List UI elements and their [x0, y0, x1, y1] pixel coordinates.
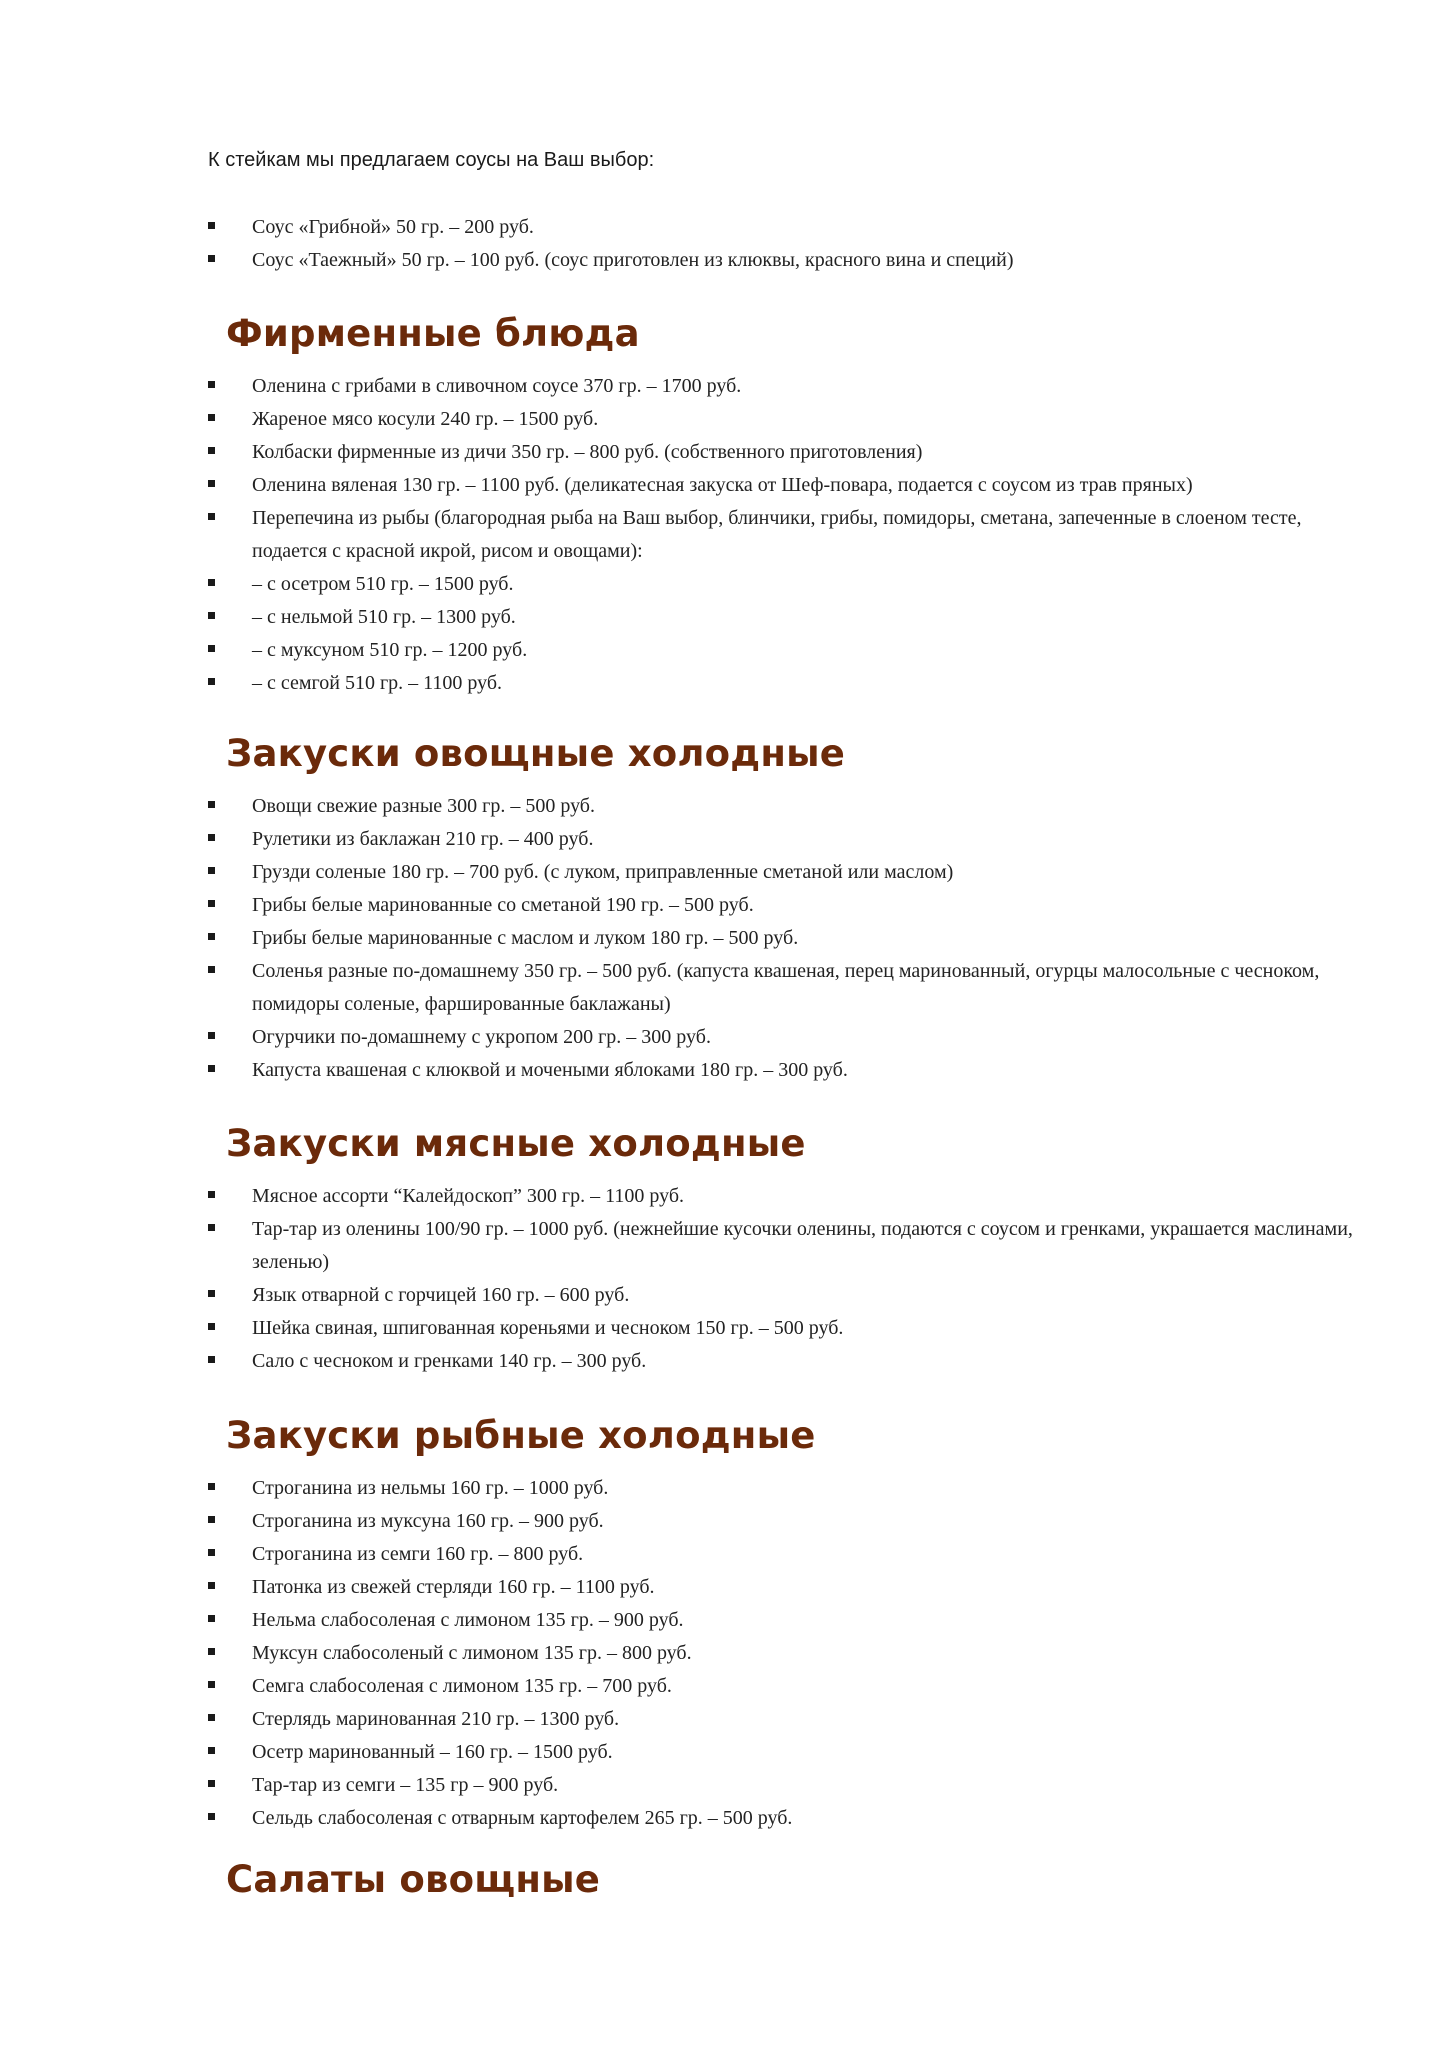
item-text: Рулетики из баклажан 210 гр. – 400 руб.: [252, 828, 594, 850]
section-title-signature: Фирменные блюда: [226, 312, 640, 355]
bullet-icon: [208, 414, 215, 421]
bullet-icon: [208, 612, 215, 619]
section-title-salads-veg: Салаты овощные: [226, 1858, 601, 1901]
list-item: [208, 403, 1368, 436]
section-title-fish-cold: Закуски рыбные холодные: [226, 1414, 816, 1457]
bullet-icon: [208, 513, 215, 520]
item-text: Мясное ассорти “Калейдоскоп” 300 гр. – 1100 руб.: [252, 1185, 685, 1207]
bullet-icon: [208, 447, 215, 454]
list-item: [208, 370, 1368, 403]
item-text: Стерлядь маринованная 210 гр. – 1300 руб.: [252, 1708, 620, 1730]
item-text: Осетр маринованный – 160 гр. – 1500 руб.: [252, 1741, 613, 1763]
list-item: [208, 1802, 1368, 1835]
bullet-icon: [208, 222, 215, 229]
bullet-icon: [208, 1516, 215, 1523]
list-item: [208, 436, 1368, 469]
list-item: [208, 1472, 1368, 1505]
list-item: [208, 790, 1368, 823]
bullet-icon: [208, 1483, 215, 1490]
item-text: Сало с чесноком и гренками 140 гр. – 300 руб.: [252, 1350, 647, 1372]
item-text: Овощи свежие разные 300 гр. – 500 руб.: [252, 795, 595, 817]
list-item: [208, 1345, 1368, 1378]
item-text: Огурчики по-домашнему с укропом 200 гр. – 300 руб.: [252, 1026, 711, 1048]
item-text: – с осетром 510 гр. – 1500 руб.: [252, 573, 514, 595]
list-item: [208, 889, 1368, 922]
signature-list: [208, 370, 1368, 700]
item-text: Сельдь слабосоленая с отварным картофелем 265 гр. – 500 руб.: [252, 1807, 793, 1829]
item-text: Жареное мясо косули 240 гр. – 1500 руб.: [252, 408, 599, 430]
item-text: Соленья разные по-домашнему 350 гр. – 500 руб. (капуста квашеная, перец маринованный, огурцы малосольные с чесноком, помидоры соленые, фаршированные баклажаны): [252, 960, 1320, 1015]
bullet-icon: [208, 480, 215, 487]
list-item: [208, 502, 1368, 568]
item-text: Капуста квашеная с клюквой и мочеными яблоками 180 гр. – 300 руб.: [252, 1059, 848, 1081]
list-item: [208, 1670, 1368, 1703]
list-item: [208, 568, 1368, 601]
item-text: Язык отварной с горчицей 160 гр. – 600 руб.: [252, 1284, 630, 1306]
bullet-icon: [208, 900, 215, 907]
list-item: [208, 1054, 1368, 1087]
bullet-icon: [208, 801, 215, 808]
sauces-list: [208, 211, 1368, 277]
sauces-intro: К стейкам мы предлагаем соусы на Ваш выбор:: [208, 149, 655, 171]
bullet-icon: [208, 381, 215, 388]
bullet-icon: [208, 1549, 215, 1556]
list-item: [208, 1213, 1368, 1279]
bullet-icon: [208, 1356, 215, 1363]
bullet-icon: [208, 678, 215, 685]
item-text: Шейка свиная, шпигованная кореньями и чесноком 150 гр. – 500 руб.: [252, 1317, 844, 1339]
bullet-icon: [208, 834, 215, 841]
item-text: Нельма слабосоленая с лимоном 135 гр. – 900 руб.: [252, 1609, 684, 1631]
list-item: [208, 1021, 1368, 1054]
item-text: Тар-тар из оленины 100/90 гр. – 1000 руб. (нежнейшие кусочки оленины, подаются с соусом и гренками, украшается маслинами, зеленью): [252, 1218, 1353, 1273]
list-item: [208, 469, 1368, 502]
item-text: Грибы белые маринованные со сметаной 190 гр. – 500 руб.: [252, 894, 754, 916]
item-text: Муксун слабосоленый с лимоном 135 гр. – 800 руб.: [252, 1642, 692, 1664]
bullet-icon: [208, 1648, 215, 1655]
bullet-icon: [208, 1224, 215, 1231]
list-item: [208, 1538, 1368, 1571]
list-item: [208, 1312, 1368, 1345]
bullet-icon: [208, 867, 215, 874]
list-item: [208, 1180, 1368, 1213]
meat-cold-list: [208, 1180, 1368, 1378]
list-item: [208, 1571, 1368, 1604]
list-item: [208, 211, 1368, 244]
bullet-icon: [208, 1065, 215, 1072]
list-item: [208, 1736, 1368, 1769]
section-title-veg-cold: Закуски овощные холодные: [226, 732, 846, 775]
item-text: Перепечина из рыбы (благородная рыба на Ваш выбор, блинчики, грибы, помидоры, сметана, запеченные в слоеном тесте, подается с красной икрой, рисом и овощами):: [252, 507, 1302, 562]
list-item: [208, 1703, 1368, 1736]
bullet-icon: [208, 645, 215, 652]
list-item: [208, 1279, 1368, 1312]
list-item: [208, 244, 1368, 277]
item-text: Патонка из свежей стерляди 160 гр. – 1100 руб.: [252, 1576, 655, 1598]
item-text: Грибы белые маринованные с маслом и луком 180 гр. – 500 руб.: [252, 927, 799, 949]
list-item: [208, 601, 1368, 634]
item-text: – с нельмой 510 гр. – 1300 руб.: [252, 606, 516, 628]
item-text: Соус «Таежный» 50 гр. – 100 руб. (соус приготовлен из клюквы, красного вина и специй): [252, 249, 1014, 271]
item-text: Оленина вяленая 130 гр. – 1100 руб. (деликатесная закуска от Шеф-повара, подается с соусом из трав пряных): [252, 474, 1193, 496]
list-item: [208, 667, 1368, 700]
item-text: Тар-тар из семги – 135 гр – 900 руб.: [252, 1774, 559, 1796]
bullet-icon: [208, 1323, 215, 1330]
bullet-icon: [208, 1290, 215, 1297]
item-text: Колбаски фирменные из дичи 350 гр. – 800 руб. (собственного приготовления): [252, 441, 923, 463]
item-text: Соус «Грибной» 50 гр. – 200 руб.: [252, 216, 534, 238]
item-text: – с семгой 510 гр. – 1100 руб.: [252, 672, 503, 694]
item-text: – с муксуном 510 гр. – 1200 руб.: [252, 639, 528, 661]
item-text: Строганина из семги 160 гр. – 800 руб.: [252, 1543, 584, 1565]
bullet-icon: [208, 1191, 215, 1198]
bullet-icon: [208, 966, 215, 973]
item-text: Строганина из нельмы 160 гр. – 1000 руб.: [252, 1477, 609, 1499]
bullet-icon: [208, 1813, 215, 1820]
item-text: Семга слабосоленая с лимоном 135 гр. – 700 руб.: [252, 1675, 672, 1697]
bullet-icon: [208, 933, 215, 940]
bullet-icon: [208, 579, 215, 586]
item-text: Строганина из муксуна 160 гр. – 900 руб.: [252, 1510, 604, 1532]
list-item: [208, 823, 1368, 856]
list-item: [208, 1505, 1368, 1538]
bullet-icon: [208, 1582, 215, 1589]
list-item: [208, 1637, 1368, 1670]
bullet-icon: [208, 1780, 215, 1787]
item-text: Грузди соленые 180 гр. – 700 руб. (с луком, приправленные сметаной или маслом): [252, 861, 954, 883]
list-item: [208, 1769, 1368, 1802]
veg-cold-list: [208, 790, 1368, 1087]
list-item: [208, 1604, 1368, 1637]
bullet-icon: [208, 1681, 215, 1688]
bullet-icon: [208, 1032, 215, 1039]
bullet-icon: [208, 1714, 215, 1721]
list-item: [208, 856, 1368, 889]
item-text: Оленина с грибами в сливочном соусе 370 гр. – 1700 руб.: [252, 375, 742, 397]
list-item: [208, 634, 1368, 667]
bullet-icon: [208, 255, 215, 262]
section-title-meat-cold: Закуски мясные холодные: [226, 1122, 806, 1165]
bullet-icon: [208, 1747, 215, 1754]
bullet-icon: [208, 1615, 215, 1622]
list-item: [208, 955, 1368, 1021]
list-item: [208, 922, 1368, 955]
fish-cold-list: [208, 1472, 1368, 1835]
